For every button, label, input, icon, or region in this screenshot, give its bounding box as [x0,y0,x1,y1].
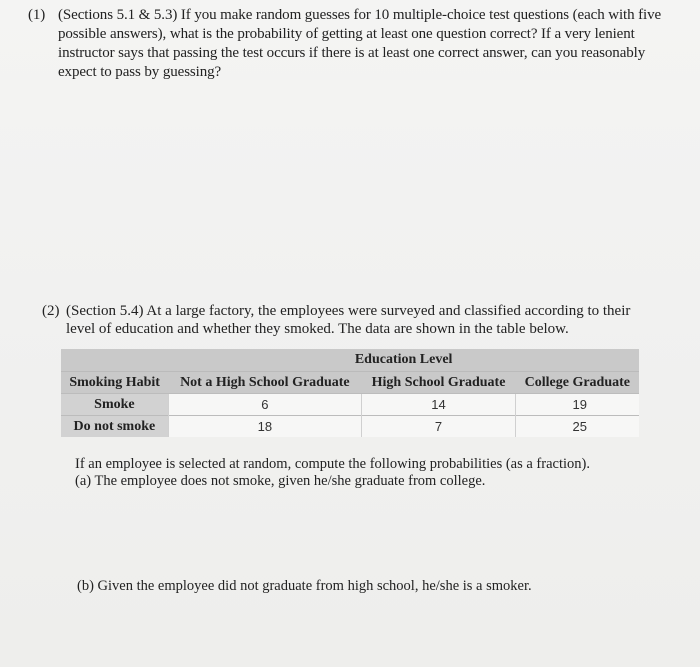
table-group-header-row [61,349,639,372]
part-a-text: (a) The employee does not smoke, given he/she graduate from college. [75,473,486,489]
cell-nosmoke-college: 25 [516,416,639,438]
column-header-college-graduate: College Graduate [516,372,639,394]
cell-smoke-not-hs: 6 [168,394,361,416]
table-group-header: Education Level [168,349,639,372]
cell-smoke-hs: 14 [361,394,515,416]
question-2 [42,302,662,338]
question-1 [28,6,668,82]
question-2-number: (2) [42,303,60,319]
column-header-not-hs-graduate: Not a High School Graduate [168,372,361,394]
part-b-text: (b) Given the employee did not graduate from high school, he/she is a smoker. [77,578,532,594]
question-2-text: (Section 5.4) At a large factory, the employees were surveyed and classified according to their level of education and whether they smoked. The data are shown in the table below. [66,303,631,337]
table-corner-cell [61,349,168,372]
cell-nosmoke-hs: 7 [361,416,515,438]
column-header-hs-graduate: High School Graduate [361,372,515,394]
cell-nosmoke-not-hs: 18 [168,416,361,438]
question-1-text: (Sections 5.1 & 5.3) If you make random guesses for 10 multiple-choice test questions (each with five possible answers), what is the probability of getting at least one question correct? If a very lenient instructor says that passing the test occurs if there is at least one correct answer, can you reasonably expect to pass by guessing? [58,7,662,80]
table-column-header-row [61,372,639,394]
education-smoking-table [61,349,639,437]
row-label-smoke: Smoke [61,394,168,416]
cell-smoke-college: 19 [516,394,639,416]
table-row-do-not-smoke [61,416,639,438]
instructions-block [75,456,635,490]
question-1-number: (1) [28,7,46,23]
column-header-smoking-habit: Smoking Habit [61,372,168,394]
row-label-do-not-smoke: Do not smoke [61,416,168,438]
table-row-smoke [61,394,639,416]
instructions-text: If an employee is selected at random, compute the following probabilities (as a fraction). [75,456,590,472]
